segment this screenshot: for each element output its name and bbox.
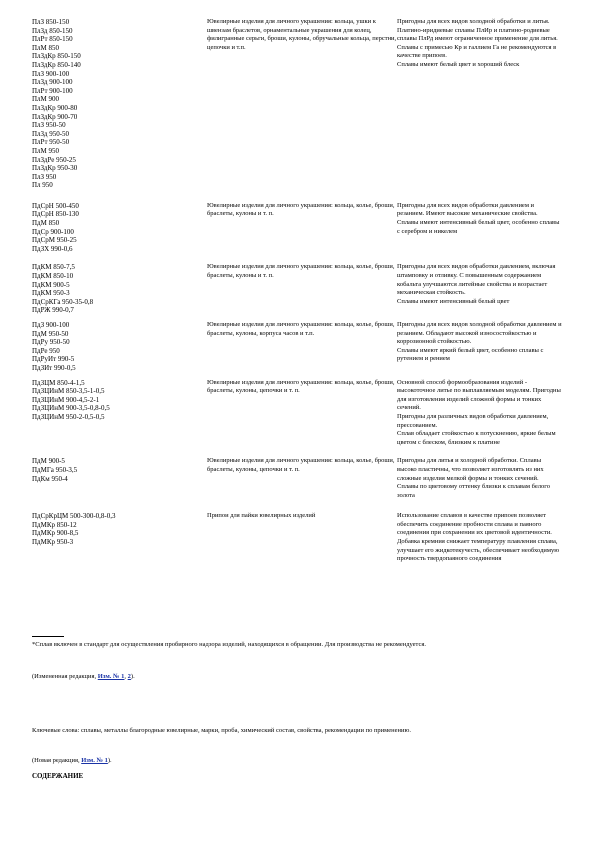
table-row (32, 263, 562, 315)
alloy-grade: ПлЗ 950-50 (32, 121, 66, 130)
properties-cell (397, 18, 562, 70)
property-paragraph: Пригодны для различных видов обработки давлением, прессованием. (397, 412, 549, 429)
amendment-note-2 (32, 756, 112, 765)
property-paragraph: Пригодны для всех видов обработки давлением и резанием. Имеют высокие механические свойства. (397, 201, 538, 218)
alloy-grade: ПлЗд 900-100 (32, 78, 73, 87)
table-row (32, 512, 562, 564)
alloy-grades-cell (32, 202, 207, 254)
amendment-note-1 (32, 672, 135, 681)
alloy-grade: ПдСрН 850-130 (32, 210, 79, 219)
application-cell: Ювелирные изделия для личного украшения: кольца, колье, броши, браслеты, кулоны, цепочки и т. п. (207, 457, 395, 473)
properties-cell (397, 202, 562, 236)
alloy-grades-cell (32, 321, 207, 373)
property-paragraph: Сплав обладает стойкостью к потускнению, яркие белым цветом с блеском, близким к платине (397, 430, 556, 446)
alloy-grade: ПлМ 900 (32, 95, 60, 104)
alloy-grade: Пл 950 (32, 181, 53, 190)
alloy-grade: ПдСрКрЦМ 500-300-0,8-0,3 (32, 512, 116, 521)
property-paragraph: Использование сплавов в качестве припоев позволяет обеспечить соединение пробности сплава и паяного соединения при сохранении их цветовой идентичности. (397, 512, 552, 537)
alloy-grade: ПдСрКГа 950-35-0,8 (32, 297, 94, 306)
alloy-grade: ПдСрМ 950-25 (32, 236, 77, 245)
property-paragraph: Сплавы по цветовому оттенку близки к сплавам белого золота (397, 483, 550, 499)
table-row (32, 321, 562, 373)
footnote-divider (32, 636, 64, 637)
property-paragraph: Пригодны для всех видов обработки давлением, включая штамповку и отливку. С повышенным содержанием кобальта улучшаются литейные свойства и возрастает механическая стойкость. (397, 263, 556, 297)
table-row (32, 457, 562, 500)
properties-cell (397, 457, 562, 500)
alloy-grade: ПдРе 950 (32, 346, 60, 355)
amendment-separator: , (124, 673, 128, 680)
contents-heading: СОДЕРЖАНИЕ (32, 772, 84, 780)
table-row (32, 18, 562, 190)
alloy-grades-cell (32, 263, 207, 315)
alloy-grade: ПлЗдКр 900-70 (32, 112, 78, 121)
alloy-grades-cell (32, 379, 207, 422)
table-row (32, 202, 562, 254)
alloy-grade: ПдРу 950-50 (32, 338, 70, 347)
alloy-grade: ПдЗИт 990-0,5 (32, 363, 76, 372)
amendment-link-1[interactable]: Изм. № 1 (97, 673, 125, 680)
alloy-grade: ПлЗдРе 950-25 (32, 155, 76, 164)
properties-cell (397, 321, 562, 364)
alloy-grade: ПдЗЦИнМ 900-4,5-2-1 (32, 395, 100, 404)
alloy-grade: ПдМКр 850-12 (32, 520, 77, 529)
alloy-grade: ПлЗ 900-100 (32, 69, 70, 78)
amendment-note-prefix: (Измененная редакция, (32, 673, 98, 680)
alloy-grade: ПдЗ 900-100 (32, 321, 70, 329)
alloy-grade: ПлЗ 850-150 (32, 18, 70, 26)
alloy-grade: ПдМ 850 (32, 219, 60, 228)
property-paragraph: Пригодны для всех видов холодной обработки давлением и резанием. Обладают высокой износостойкостью и коррозионной стойкостью. (397, 321, 562, 346)
alloy-grade: ПдКМ 900-5 (32, 280, 70, 289)
table-row (32, 379, 562, 448)
alloy-grade: ПдМ 950-50 (32, 329, 69, 338)
alloy-grade: ПлЗдКр 850-140 (32, 60, 81, 69)
alloy-grades-cell (32, 18, 207, 190)
alloy-grade: ПдМКр 950-3 (32, 538, 74, 547)
alloy-grade: ПдМКр 900-8,5 (32, 529, 79, 538)
alloy-grade: ПлМ 950 (32, 146, 60, 155)
amendment-link-2[interactable]: 2 (127, 673, 131, 680)
amendment-note-suffix: ). (130, 673, 135, 680)
alloy-grade: ПдСр 900-100 (32, 227, 74, 236)
alloy-grade: ПдКм 950-4 (32, 474, 68, 483)
alloy-grade: ПлЗд 850-150 (32, 26, 73, 35)
property-paragraph: Основной способ формообразования изделий - высокоточное литье по выплавляемым моделям. Пригодны для изготовления изделий сложной формы и тонких сечений. (397, 378, 561, 412)
amendment-note-suffix: ). (107, 757, 112, 764)
footnote: *Сплав включен в стандарт для осуществления пробирного надзора изделий, находящихся в обращении. Для производства не рекомендуется. (32, 641, 426, 648)
property-paragraph: Сплавы имеют белый цвет и хороший блеск (397, 60, 520, 68)
application-cell: Ювелирные изделия для личного украшения: кольца, колье, броши, браслеты, кулоны и т. п. (207, 201, 395, 218)
alloy-grade: ПлЗдКр 950-30 (32, 164, 78, 173)
alloy-grade: ПлЗдКр 850-150 (32, 52, 81, 61)
property-paragraph: Сплавы имеют интенсивный белый цвет (397, 297, 510, 305)
alloy-grade: ПдЗХ 990-0,6 (32, 244, 73, 253)
alloy-grade: ПлЗдКр 900-80 (32, 103, 78, 112)
application-cell: Ювелирные изделия для личного украшения: кольца, колье, броши, браслеты, кулоны и т. п. (207, 263, 395, 280)
alloy-grade: ПдРуИт 990-5 (32, 355, 75, 364)
alloy-grade: ПлРт 900-100 (32, 86, 73, 95)
application-cell: Ювелирные изделия для личного украшения: кольца, ушки к швензам браслетов, орнаментальные украшения для колец, филигранные серьги, броши, кулоны, обручальные кольца, перстни, цепочки и т.п. (207, 18, 397, 51)
properties-cell (397, 379, 562, 448)
alloy-grade: ПлЗ 950 (32, 172, 57, 181)
alloy-grade: ПлЗд 950-50 (32, 129, 70, 138)
property-paragraph: Сплавы имеют яркий белый цвет, особенно сплавы с рутением и рением (397, 346, 544, 363)
property-paragraph: Добавка кремния снижает температуру плавления сплава, улучшает его жидкотекучесть, обеспечивает необходимую прочность твердопаяного соединения (397, 538, 560, 563)
alloy-grade: ПлРт 950-50 (32, 138, 70, 147)
alloy-grades-cell (32, 512, 207, 546)
alloy-grade: ПдКМ 850-7,5 (32, 263, 75, 272)
alloy-grade: ПдКМ 850-10 (32, 272, 74, 281)
alloy-grade: ПдРЖ 990-0,7 (32, 306, 74, 315)
alloy-grade: ПдКМ 950-3 (32, 289, 70, 298)
property-paragraph: Сплавы имеют интенсивный белый цвет, особенно сплавы с серебром и никелем (397, 219, 560, 235)
alloy-grade: ПлРт 850-150 (32, 35, 73, 44)
amendment-note-prefix: (Новая редакция, (32, 757, 82, 764)
alloy-grade: ПдЗЦИнМ 950-2-0,5-0,5 (32, 412, 105, 421)
alloy-grade: ПдЗЦИнМ 900-3,5-0,8-0,5 (32, 404, 110, 413)
alloy-grade: ПдМГа 950-3,5 (32, 465, 78, 474)
alloy-grade: ПдСрН 500-450 (32, 201, 79, 210)
alloy-grades-cell (32, 457, 207, 483)
alloy-table (32, 18, 562, 564)
properties-cell (397, 263, 562, 306)
alloy-grade: ПлМ 850 (32, 43, 60, 52)
property-paragraph: Пригодны для всех видов холодной обработки и литья. Платино-иридиевые сплавы ПлИр и платино-родиевые сплавы ПлРд имеют ограниченное применение для литья. Сплавы с примесью Кр и галлием Га не рекомендуются в качестве припоев. (397, 18, 558, 60)
property-paragraph: Пригодны для литья и холодной обработки. Сплавы высоко пластичны, что позволяет изготовлять из них сложные изделия мелкой формы и тонких сечений. (397, 457, 544, 482)
amendment-link[interactable]: Изм. № 1 (81, 757, 108, 764)
alloy-grade: ПдЗЦИнМ 850-3,5-1-0,5 (32, 387, 105, 396)
application-cell: Ювелирные изделия для личного украшения: кольца, колье, броши, браслеты, кулоны, цепочки и т. п. (207, 378, 395, 395)
alloy-grade: ПдЗЦМ 850-4-1,5 (32, 378, 85, 387)
application-cell: Ювелирные изделия для личного украшения: кольца, колье, броши, браслеты, кулоны, корпуса часов и т.п. (207, 321, 395, 337)
properties-cell (397, 512, 562, 564)
application-cell: Припои для пайки ювелирных изделий (207, 512, 316, 520)
keywords: Ключевые слова: сплавы, металлы благородные ювелирные, марки, проба, химический состав, свойства, рекомендации по применению. (32, 727, 411, 734)
alloy-grade: ПдМ 900-5 (32, 457, 65, 466)
